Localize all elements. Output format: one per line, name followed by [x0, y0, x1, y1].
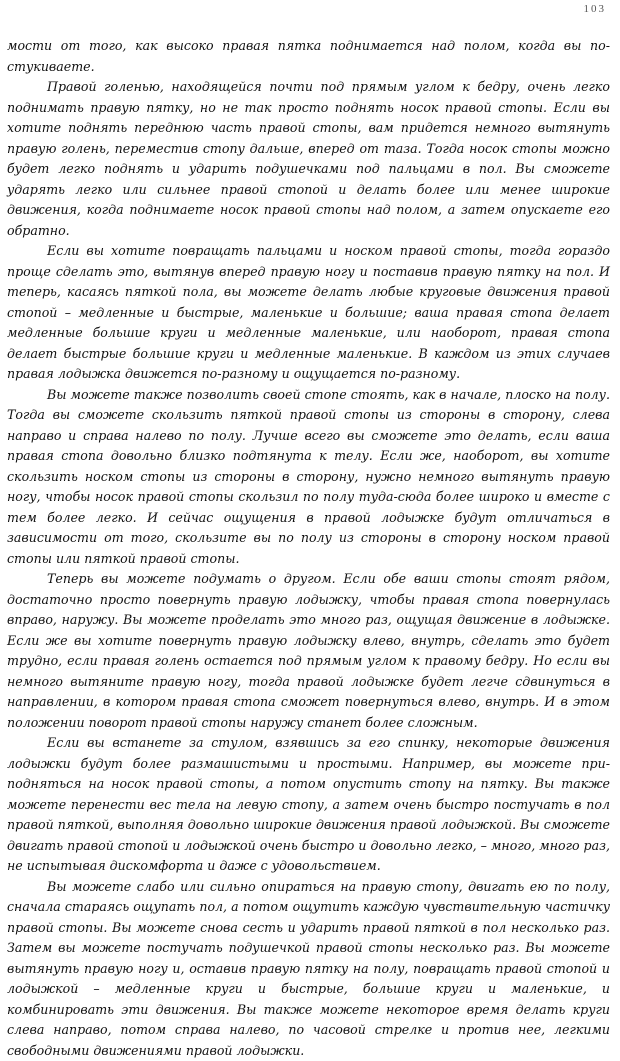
paragraph: Если вы хотите повращать пальцами и носком правой стопы, тогда гораздо проще сделать это, вытянув вперед правую ногу и поставив правую пятку на пол. И теперь, касаясь пяткой пола, вы можете делать любые круговые движения правой стопой – медленные и быстрые, маленькие и большие; ваша правая стопа делает медленные большие круги и медленные маленькие, или наоборот, правая стопа делает быстрые большие круги и медленные маленькие. В каждом из этих случаев правая лодыжка движется по-разному и ощущается по-разному.: [7, 241, 610, 385]
page-number: 103: [584, 3, 607, 15]
paragraph: мости от того, как высоко правая пятка поднимается над полом, когда вы постукиваете.: [7, 36, 610, 77]
paragraph: Если вы встанете за стулом, взявшись за его спинку, некоторые движения лодыжки будут более размашистыми и простыми. Например, вы можете приподняться на носок правой стопы, а потом опустить стопу на пятку. Вы также можете перенести вес тела на левую стопу, а затем очень быстро постучать в пол правой пяткой, выполняя довольно широкие движения правой лодыжкой. Вы сможете двигать правой стопой и лодыжкой очень быстро и довольно легко, – много, много раз, не испытывая дискомфорта и даже с удовольствием.: [7, 733, 610, 877]
paragraph: Теперь вы можете подумать о другом. Если обе ваши стопы стоят рядом, достаточно просто повернуть правую лодыжку, чтобы правая стопа повернулась вправо, наружу. Вы можете проделать это много раз, ощущая движение в лодыжке. Если же вы хотите повернуть правую лодыжку влево, внутрь, сделать это будет трудно, если правая голень остается под прямым углом к правому бедру. Но если вы немного вытяните правую ногу, тогда правой лодыжке будет легче сдвинуться в направлении, в котором правая стопа сможет повернуться влево, внутрь. И в этом положении поворот правой стопы наружу станет более сложным.: [7, 569, 610, 733]
paragraph: Вы можете слабо или сильно опираться на правую стопу, двигать ею по полу, сначала стараясь ощупать пол, а потом ощутить каждую чувствительную частичку правой стопы. Вы можете снова сесть и ударить правой пяткой в пол несколько раз. Затем вы можете постучать подушечкой правой стопы несколько раз. Вы можете вытянуть правую ногу и, оставив правую пятку на полу, повращать правой стопой и лодыжкой – медленные круги и быстрые, большие круги и маленькие, и комбинировать эти движения. Вы также можете некоторое время делать круги слева направо, потом справа налево, по часовой стрелке и против нее, легкими свободными движениями правой лодыжки.: [7, 877, 610, 1061]
text-body: [7, 36, 610, 1061]
paragraph: Правой голенью, находящейся почти под прямым углом к бедру, очень легко поднимать правую пятку, но не так просто поднять носок правой стопы. Если вы хотите поднять переднюю часть правой стопы, вам придется немного вытянуть правую голень, переместив стопу дальше, вперед от таза. Тогда носок стопы можно будет легко поднять и ударить подушечками под пальцами в пол. Вы сможете ударять легко или сильнее правой стопой и делать более или менее широкие движения, когда поднимаете носок правой стопы над полом, а затем опускаете его обратно.: [7, 77, 610, 241]
paragraph: Вы можете также позволить своей стопе стоять, как в начале, плоско на полу. Тогда вы сможете скользить пяткой правой стопы из стороны в сторону, слева направо и справа налево по полу. Лучше всего вы сможете это делать, если ваша правая стопа довольно близко подтянута к телу. Если же, наоборот, вы хотите скользить носком стопы из стороны в сторону, нужно немного вытянуть правую ногу, чтобы носок правой стопы скользил по полу туда-сюда более широко и вместе с тем более легко. И сейчас ощущения в правой лодыжке будут отличаться в зависимости от того, скользите вы по полу из стороны в сторону носком правой стопы или пяткой правой стопы.: [7, 385, 610, 570]
